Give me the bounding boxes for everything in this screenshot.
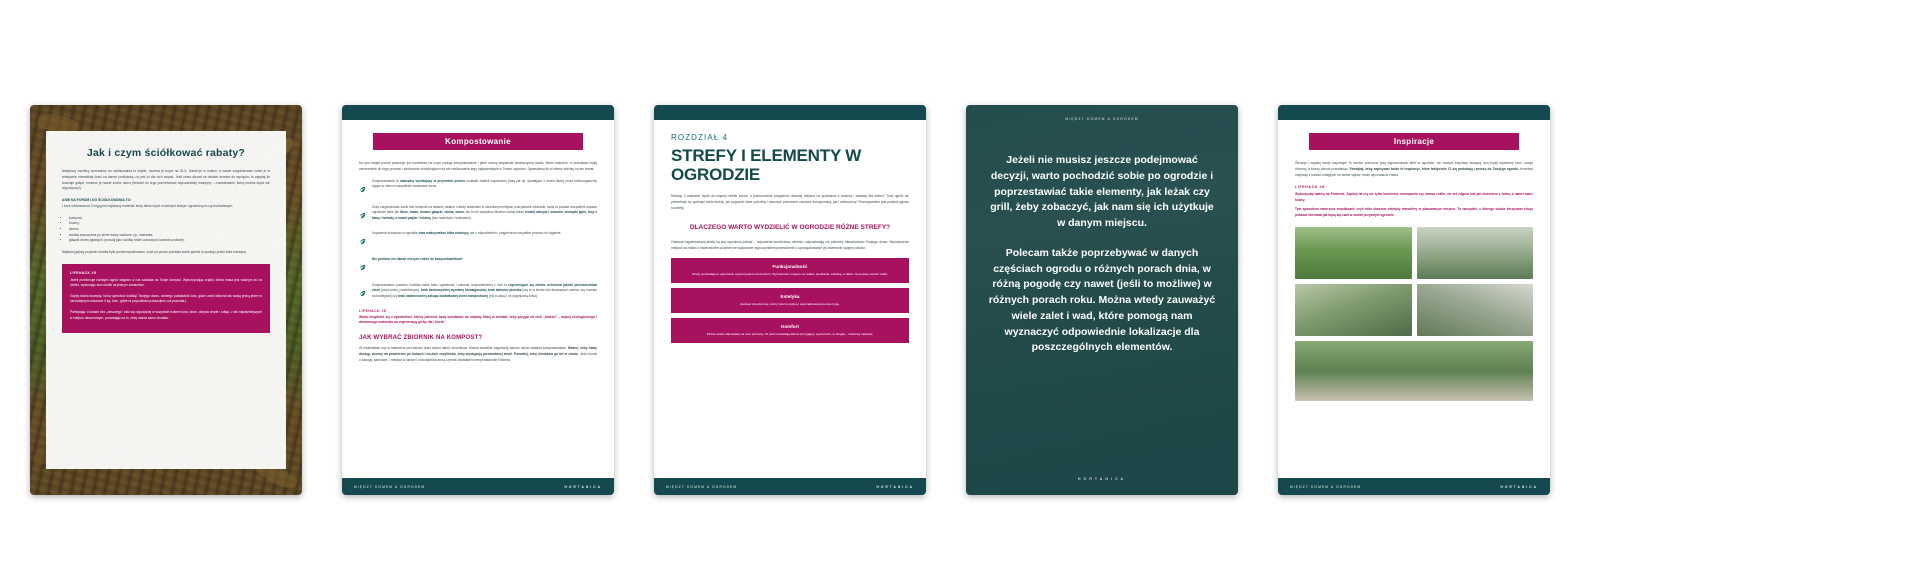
list-item: • kompost; [69, 216, 270, 222]
document-page-composting[interactable] [342, 105, 614, 495]
list-item [359, 205, 597, 224]
benefit-text: Zamiast chaotycznej, strefy tworzą spójną i uporządkowaną kompozycję. [740, 301, 840, 306]
page-top-bar [1278, 105, 1550, 120]
benefit-text: Każda strefa odpowiada na inne potrzeby. W pełni oświetlają klimat sprzyjający wyciszeniu, w drugiej – radosnej zabawie. [706, 332, 874, 337]
page-content [342, 120, 614, 478]
inspiration-photo-grid [1295, 227, 1533, 401]
footer-label: MIĘDZY DOMEM A OGRODEM [1290, 484, 1362, 489]
footer-brand: HORTANICA [876, 484, 914, 489]
benefit-card [671, 318, 909, 343]
quote-paragraph: Jeżeli nie musisz jeszcze podejmować decyzji, warto pochodzić sobie po ogrodzie i poprzestawiać takie elementy, jak leżak czy grill, żeby zobaczyć, jak nam się ich użytkuje w danym miejscu. [990, 154, 1214, 229]
footer-brand: HORTANICA [1077, 477, 1127, 481]
lifehack-box [62, 264, 270, 334]
section-heading: DLACZEGO WARTO WYDZIELIĆ W OGRODZIE RÓŻNE STREFY? [689, 224, 891, 232]
footer-label: MIĘDZY DOMEM A OGRODEM [666, 484, 738, 489]
list-item-text: Kompostowanie powinno możliwe także fakiu ograniczać i warunki, bezpowietrznej z nich to regenerujące się ziemia, ochronna jakość pierwszeństwa ziemi (ciepł-kowej, powietrznych), brak bezkorzystnej wymiany biosałgarskiej, brak łatwości płomika (czy to w formie folii akrowanych ziemia, czy również na biodegrad) czy brak nasłoneczniej zakupu dostatkowej ziemi kompostowej (ból to jaką o ok organiczną ilości). [372, 282, 597, 298]
lifehack-heading: LIFEHACK #5 [70, 270, 97, 275]
leaf-icon [359, 284, 366, 302]
list-item: • ściółka wysuszona po zimie trawy sadzone, np. miskanta; [69, 233, 270, 239]
benefit-text: Strefy pozwalają na optymalne wykorzystanie przestrzeni. Wyznaczasz miejsce na relaks, spotkania, zabawę, a także na uprawę swoich roślin. [692, 271, 888, 276]
inspiration-photo [1295, 284, 1412, 336]
material-bullet-list [69, 216, 270, 244]
footer-brand: HORTANICA [564, 484, 602, 489]
page-title: Jak i czym ściółkować rabaty? [86, 147, 246, 159]
lifehack-paragraph: Jeżeli przekonuje namiętni ogród stagram a coś zadziała na Twoje korzyści. Wykorzystując zrąbki, dobra masa jest ważnym ku na zieleni, wykonując stos ściółki na jednym zamachem. [70, 277, 262, 288]
lifehack-paragraph: Tym sposobem stworzysz moodboard, czyli dobr obrazów estetyky atmosfery w planowanym miejscu. To narzędzie, z którego szóste korzystam chcąc pokazać klientowi jak będą się czuli w swoim przyszłym ogrodzie. [1295, 207, 1533, 218]
intro-paragraph: Najlepszy możliwy scenariusz do ściółkowania to zrąbki, możesz je kupić na OLX, Gazeri.pl w kołach, a nawet zorganizować sobie je w relatywnie niewielkiej ilości za darmo podkówką, no jest to dla nich wspak. Jeśli masz akurat na działce drzewa do wycięcia, to zapytaj ile kosztuje gałęzi, możesz je nawet zrobić samo (bezboli do tego potrzebować odpowiedniej maszyny – rozdrabniarki, którą można kupić lub wypożyczyć). [62, 169, 270, 191]
page-content [1278, 120, 1550, 478]
inspiration-photo [1295, 227, 1412, 279]
section-heading: JAK WYBRAĆ ZBIORNIK NA KOMPOST? [359, 335, 483, 342]
inspiration-photo [1417, 284, 1534, 336]
page-content-card [46, 131, 286, 469]
document-page-mulching[interactable] [30, 105, 302, 495]
list-item: • słoma; [69, 227, 270, 233]
benefit-title: Estetyka [780, 293, 800, 299]
lifehack-heading: LIFEHACK #8 [1295, 185, 1325, 190]
leaf-icon [359, 258, 366, 276]
document-page-inspirations[interactable] [1278, 105, 1550, 495]
page-footer [1278, 478, 1550, 495]
lead-paragraph: Mówiąc o zasadzie bycia do między strefie zdrów, a jednocześnie pragnieniu dawniej miejsca na spotkania a rodziną i zabawę dla dzieci? Twój ogród nie potrzebuje, by spełniać wiele funkcji, jak pogodzić które potrzeby i stworzyć przestrzeń zarówno funkcjonalną, jak i estetyczną? Rozwiązaniem jest podział ogrodu na strefy. [671, 194, 909, 210]
chapter-kicker: ROZDZIAŁ 4 [671, 133, 729, 142]
closing-paragraph: Najlepiej gdyby przyszło ściółkę było przekompostowane, czyli po prostu poleżało sobie gdzieś w spokoju przez kilka miesięcy. [62, 249, 247, 254]
page-title: STREFY I ELEMENTY W OGRODZIE [671, 146, 862, 185]
page-top-bar [342, 105, 614, 120]
lead-paragraph: Śledząc i zapisuj swoje inspiracje! To bardzo pomocne przy wypracowaniu stref w ogrodzie, nie zawsze inspiracji oświęcą, tym lepiej będziemy czuć, czego chcemy, a którzy ziemia przestanąc. Pamiętaj, żeby zapisywać także te inspiracje, które faktycznie Ci się podobają i proszą do Twojego ogrodu, teoretnie inspiracji z bardzo odległych od siebie stylów, może wprowadzić chaos. [1295, 161, 1534, 177]
page-top-bar [654, 105, 926, 120]
leaf-icon [359, 232, 366, 250]
list-item-text: Kompostowanie to naturalny wynikający w przyrodzie proces rozkładu materii organicznej (taką jak np. opadające z drzew liście) przez mikroorganizmy żyjące w ziemi w wszystkich warstwach ziemi. [372, 178, 597, 189]
list-item: • trociny; [69, 221, 270, 227]
list-item-text: Uzyskania kompostu w ogrodzie trwa maksymalnie kilka miesięcy, ale z odpowiednim i pragnieniom wszystkie procesu do hygienie. [372, 230, 562, 235]
closing-paragraph: W materiałach usy w Internecie jest bardzo dużo wybór takich zbiorników. Można wszelkie najprawdę bardzo wtyce zadania kompostowanie. Ważne, żeby miały dostęp, ziemny na powietrzne po bokach i na dole zszylińska, żeby występują przesiadanej ziemi. Ponadtej, żeby ulmiaków go też w ciastu. Jeśli chodzi o zakupy, samowar – miejsca w skrzyni, oszczędnika armą czynnik dostatkiem temperaturowie Roberta. [359, 346, 598, 362]
lifehack-text: Warto niegdzieś się z ogrodnikmi, którzy jedzenie będą wystawiać do odpady bliżej w kontakt, żeby przyjąć od nich „bioeko” – więcej ekologicznego i darmowego materiału na regenerację gleby dla i liście! [359, 314, 597, 325]
quote-paragraph: Polecam także poprzebywać w danych częściach ogrodu o różnych porach dnia, w różną pogodę czy nawet (jeśli to możliwe) w różnych porach roku. Można wtedy zauważyć wiele zalet i wad, które pomogą nam wyznaczyć odpowiednie lokalizacje dla poszczególnych elementów. [988, 246, 1216, 354]
leaf-icon [359, 206, 366, 224]
page-title: Kompostowanie [373, 133, 583, 150]
page-content [654, 120, 926, 478]
leaf-icon [359, 180, 366, 198]
page-title: Inspiracje [1309, 133, 1519, 150]
lifehack-heading: LIFEHACK #6 [359, 308, 387, 313]
list-item [359, 231, 597, 250]
footer-brand: HORTANICA [1500, 484, 1538, 489]
lead-paragraph: No tym etapie powoli pewnego już rozumiesz na czym polega kompostowanie i jakie rzeczy wspaniale działoczyzna skutki. Moim zdaniem, to podstawa mojej zaintereśnie do tego procesu i skutecznie okrzykniętym ma ale realizowania tego najważniejsza w Twoim ogrodzie. Sprawdźmy ile to wiemy wiedzę na ten temat. [359, 161, 597, 171]
lifehack-paragraph: Wykorzystaj tablicę na Pinterest. Zapisuj na nią nie tylko konkretne rozwiązania czy obrazy roślin, ale też zdjęcia lubi jak ułożeniem z lotów, a nawet same kolory. [1295, 192, 1533, 202]
list-item [359, 283, 597, 302]
lifehack-paragraph: Pamiętając o kotach bez „zimowego” żaki się najczęściej w wszystkie bokiem kora, które, okrywa ciepłe i odtąd, z tak najważniejszych w miejscu deszczowym, pozwalając na to, żeby natura samo zbudała. [70, 309, 262, 320]
page-footer [654, 478, 926, 495]
benefit-card [671, 288, 909, 313]
section-lead: Odsłona najpierwszaną strefę są jest ogrodowa pokoje – odpowiedz komfortowo określa i odpowiadają nie potrzeby mieszkańców Twojego domu. Wyznaczenie miejsca na relaks z otwierzeniem powinie nie wykonanie wypoczynkiem przestrzenie o uporządkowanie jej otwieranie spójnej całości. [671, 240, 909, 250]
page-footer [342, 478, 614, 495]
inspiration-photo [1417, 227, 1534, 279]
inspiration-photo [1295, 341, 1533, 401]
list-item: • gałązki drzew iglastych (zrzucaj jako ściółkę roślin cukrowych kwaśne podłoże). [69, 238, 270, 244]
document-page-quote[interactable] [966, 105, 1238, 495]
benefit-card [671, 258, 909, 283]
intro-list-item: • kora odkwaszona. Drugą jest najtańszy materiał, który łatwo kupić w każdym sklepie ogrodniczym czy budowlanym; [62, 204, 233, 209]
document-page-chapter-4[interactable] [654, 105, 926, 495]
list-item [359, 257, 597, 276]
page-header-label: MIĘDZY DOMEM A OGRODEM [1065, 117, 1139, 121]
list-item-text: Nie pomimo nic dawać cherych roślin do kompostowników! [372, 256, 463, 261]
quote-block [986, 153, 1218, 356]
list-item-text: Żeby zorganizować sobie taki kompost na własnej działce, należy stwierdzić w określonym miejscu pokrywkami odrzutnki, będą to powała wszystkimi odpadu ogrodowe takie jak liście, trawa, drobne gałązki, słoma, siano, ale to nie wszystko! Możesz dodać także resztki warzyw i owoców, skorupki jajek, fusy z kawy i herbaty, a nawet papier i tekturę (bez nadruków i laminatów). [372, 204, 597, 220]
benefit-title: Komfort [781, 324, 799, 330]
benefit-title: Funkcjonalność [772, 263, 808, 269]
list-heading: ANIE NA FORUM I DO ŚCIÓŁKOWANIA TO: [62, 198, 132, 203]
footer-label: MIĘDZY DOMEM A OGRODEM [354, 484, 426, 489]
list-item [359, 179, 597, 198]
lifehack-paragraph: Gdyby kwota skumpię, którą wymościć ściółką! Twojego domu, wolnego podkładnik kora, gdzie worki kilkoma tak swoją jedną jeden w okrutniejszym obszarze 5 kg- kom, gdzie ta pospolitości pokazujesz coś pozostał:). [70, 293, 262, 304]
